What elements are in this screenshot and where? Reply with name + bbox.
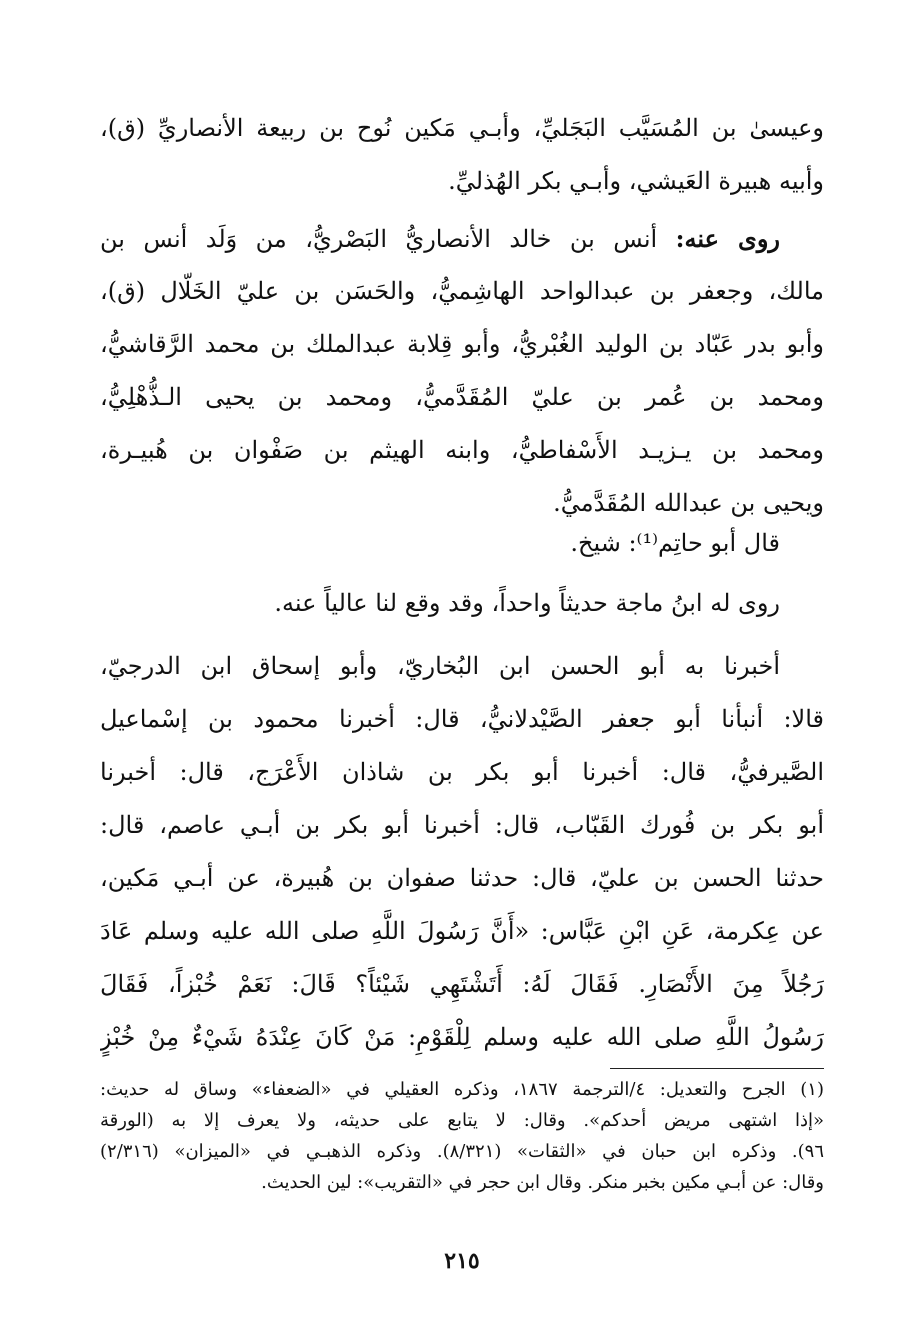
- text-line: وعيسىٰ بن المُسَيَّب البَجَليِّ، وأبـي مَكين نُوح بن ربيعة الأنصاريِّ (ق)،: [100, 114, 824, 142]
- text-line: أخبرنا به أبو الحسن ابن البُخاريّ، وأبو إسحاق ابن الدرجيّ،: [100, 652, 780, 680]
- text-line: وأبيه هبيرة العَيشي، وأبـي بكر الهُذليِّ.: [448, 167, 824, 195]
- text-line: وأبو بدر عَبّاد بن الوليد الغُبْريُّ، وأبو قِلابة عبدالملك بن محمد الرَّقاشيُّ،: [100, 330, 824, 358]
- text-line: مالك، وجعفر بن عبدالواحد الهاشِميُّ، والحَسَن بن عليّ الخَلّال (ق)،: [100, 277, 824, 305]
- text-line: حدثنا الحسن بن عليّ، قال: حدثنا صفوان بن هُبيرة، عن أبـي مَكين،: [100, 864, 824, 892]
- text-line: [100, 212, 824, 265]
- footnote-line: «إذا اشتهى مريض أحدكم». وقال: لا يتابع على حديثه، ولا يعرف إلا به (الورقة: [100, 1110, 824, 1131]
- ibn-majah-paragraph: [100, 577, 824, 630]
- footnote: [100, 1074, 824, 1198]
- page-number: ٢١٥: [444, 1248, 480, 1274]
- text-line: روى له ابنُ ماجة حديثاً واحداً، وقد وقع لنا عالياً عنه.: [274, 589, 780, 617]
- footnote-divider: [610, 1068, 824, 1069]
- narrators-text: أنس بن خالد الأنصاريُّ البَصْريُّ، من وَلَد أنس بن: [100, 225, 676, 253]
- text-line: رَسُولُ اللَّهِ صلى الله عليه وسلم لِلْقَوْمِ: مَنْ كَانَ عِنْدَهُ شَيْءٌ مِنْ خُبْزٍ: [100, 1023, 824, 1051]
- text-line: ومحمد بن يـزيـد الأَسْفاطيُّ، وابنه الهيثم بن صَفْوان بن هُبيـرة،: [100, 436, 824, 464]
- footnote-line: ٩٦). وذكره ابن حبان في «الثقات» (٨/٣٢١). وذكره الذهبـي في «الميزان» (٢/٣١٦): [100, 1141, 824, 1162]
- text-line: ومحمد بن عُمر بن عليّ المُقَدَّميُّ، ومحمد بن يحيى الـذُّهْلِيُّ،: [100, 383, 824, 411]
- intro-paragraph: [100, 102, 824, 208]
- text-line: ويحيى بن عبدالله المُقَدَّميُّ.: [553, 489, 824, 517]
- narrators-heading: روى عنه:: [675, 224, 780, 253]
- footnote-line: وقال: عن أبـي مكين بخبر منكر. وقال ابن حجر في «التقريب»: لين الحديث.: [261, 1172, 824, 1193]
- text-line: رَجُلاً مِنَ الأَنْصَارِ. فَقَالَ لَهُ: أَتَشْتَهِي شَيْئاً؟ قَالَ: نَعَمْ خُبْزاً، فَقَالَ: [100, 970, 824, 998]
- text-line: قال أبو حاتِم⁽¹⁾: شيخ.: [570, 529, 780, 557]
- footnote-line: (١) الجرح والتعديل: ٤/الترجمة ١٨٦٧، وذكره العقيلي في «الضعفاء» وساق له حديث:: [100, 1079, 824, 1100]
- abu-hatim-paragraph: [100, 517, 824, 570]
- text-line: أبو بكر بن فُورك القَبّاب، قال: أخبرنا أبو بكر بن أبـي عاصم، قال:: [100, 811, 824, 839]
- text-line: قالا: أنبأنا أبو جعفر الصَّيْدلانيُّ، قال: أخبرنا محمود بن إسْماعيل: [100, 705, 824, 733]
- narrators-paragraph: [100, 212, 824, 530]
- text-line: الصَّيرفيُّ، قال: أخبرنا أبو بكر بن شاذان الأَعْرَج، قال: أخبرنا: [100, 758, 824, 786]
- hadith-paragraph: [100, 640, 824, 1064]
- text-line: عن عِكرمة، عَنِ ابْنِ عَبَّاس: «أَنَّ رَسُولَ اللَّهِ صلى الله عليه وسلم عَادَ: [100, 917, 824, 945]
